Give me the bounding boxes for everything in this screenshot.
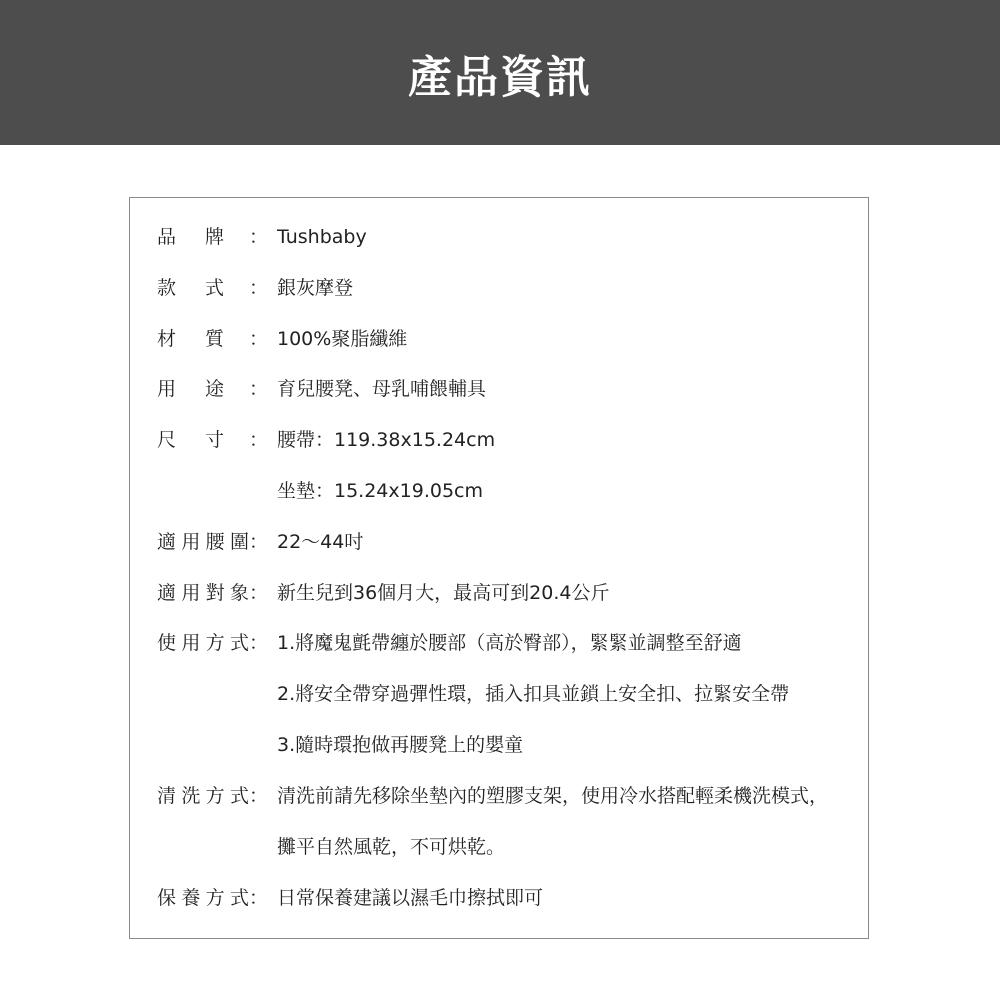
row-value: 日常保養建議以濕毛巾擦拭即可 <box>277 887 544 909</box>
row-label: 材 質 <box>157 328 224 350</box>
row-label: 清 洗 方 式 <box>157 785 249 807</box>
info-row-size <box>130 425 870 455</box>
info-row-how-to-use-cont-1 <box>130 679 870 709</box>
info-row-care <box>130 883 870 913</box>
row-label: 保 養 方 式 <box>157 887 249 909</box>
row-label: 使 用 方 式 <box>157 632 249 654</box>
row-label: 適 用 對 象 <box>157 582 249 604</box>
row-label: 品 牌 <box>157 226 224 248</box>
page-title: 產品資訊 <box>408 51 592 103</box>
row-colon: ： <box>249 429 269 451</box>
header-banner <box>0 0 1000 145</box>
row-colon: ： <box>249 887 269 909</box>
row-value: 1.將魔鬼氈帶纏於腰部（高於臀部），緊緊並調整至舒適 <box>277 632 742 654</box>
row-value: 清洗前請先移除坐墊內的塑膠支架，使用冷水搭配輕柔機洗模式， <box>277 785 829 807</box>
info-row-style <box>130 273 870 303</box>
info-row-size-cont <box>130 476 870 506</box>
row-label: 用 途 <box>157 378 224 400</box>
row-value: Tushbaby <box>277 226 367 248</box>
row-value: 2.將安全帶穿過彈性環，插入扣具並鎖上安全扣、拉緊安全帶 <box>277 683 790 705</box>
row-colon: ： <box>249 277 269 299</box>
row-label: 尺 寸 <box>157 429 224 451</box>
info-row-target <box>130 578 870 608</box>
info-row-brand <box>130 222 870 252</box>
row-value: 100%聚脂纖維 <box>277 328 408 350</box>
row-colon: ： <box>249 785 269 807</box>
row-value: 坐墊：15.24x19.05cm <box>277 480 483 502</box>
row-label: 適 用 腰 圍 <box>157 531 249 553</box>
info-row-waist <box>130 527 870 557</box>
row-value: 育兒腰凳、母乳哺餵輔具 <box>277 378 487 400</box>
row-value: 銀灰摩登 <box>277 277 354 299</box>
row-colon: ： <box>249 582 269 604</box>
row-value: 新生兒到36個月大，最高可到20.4公斤 <box>277 582 610 604</box>
row-label: 款 式 <box>157 277 224 299</box>
product-info-table <box>129 197 869 939</box>
row-colon: ： <box>249 632 269 654</box>
info-row-how-to-use <box>130 628 870 658</box>
info-row-washing <box>130 781 870 811</box>
info-row-usage <box>130 374 870 404</box>
info-row-material <box>130 324 870 354</box>
row-value: 22～44吋 <box>277 531 364 553</box>
row-value: 攤平自然風乾，不可烘乾。 <box>277 836 506 858</box>
row-colon: ： <box>249 328 269 350</box>
row-value: 腰帶：119.38x15.24cm <box>277 429 496 451</box>
row-colon: ： <box>249 378 269 400</box>
row-value: 3.隨時環抱做再腰凳上的嬰童 <box>277 734 524 756</box>
row-colon: ： <box>249 226 269 248</box>
row-colon: ： <box>249 531 269 553</box>
info-row-washing-cont <box>130 832 870 862</box>
info-row-how-to-use-cont-2 <box>130 730 870 760</box>
